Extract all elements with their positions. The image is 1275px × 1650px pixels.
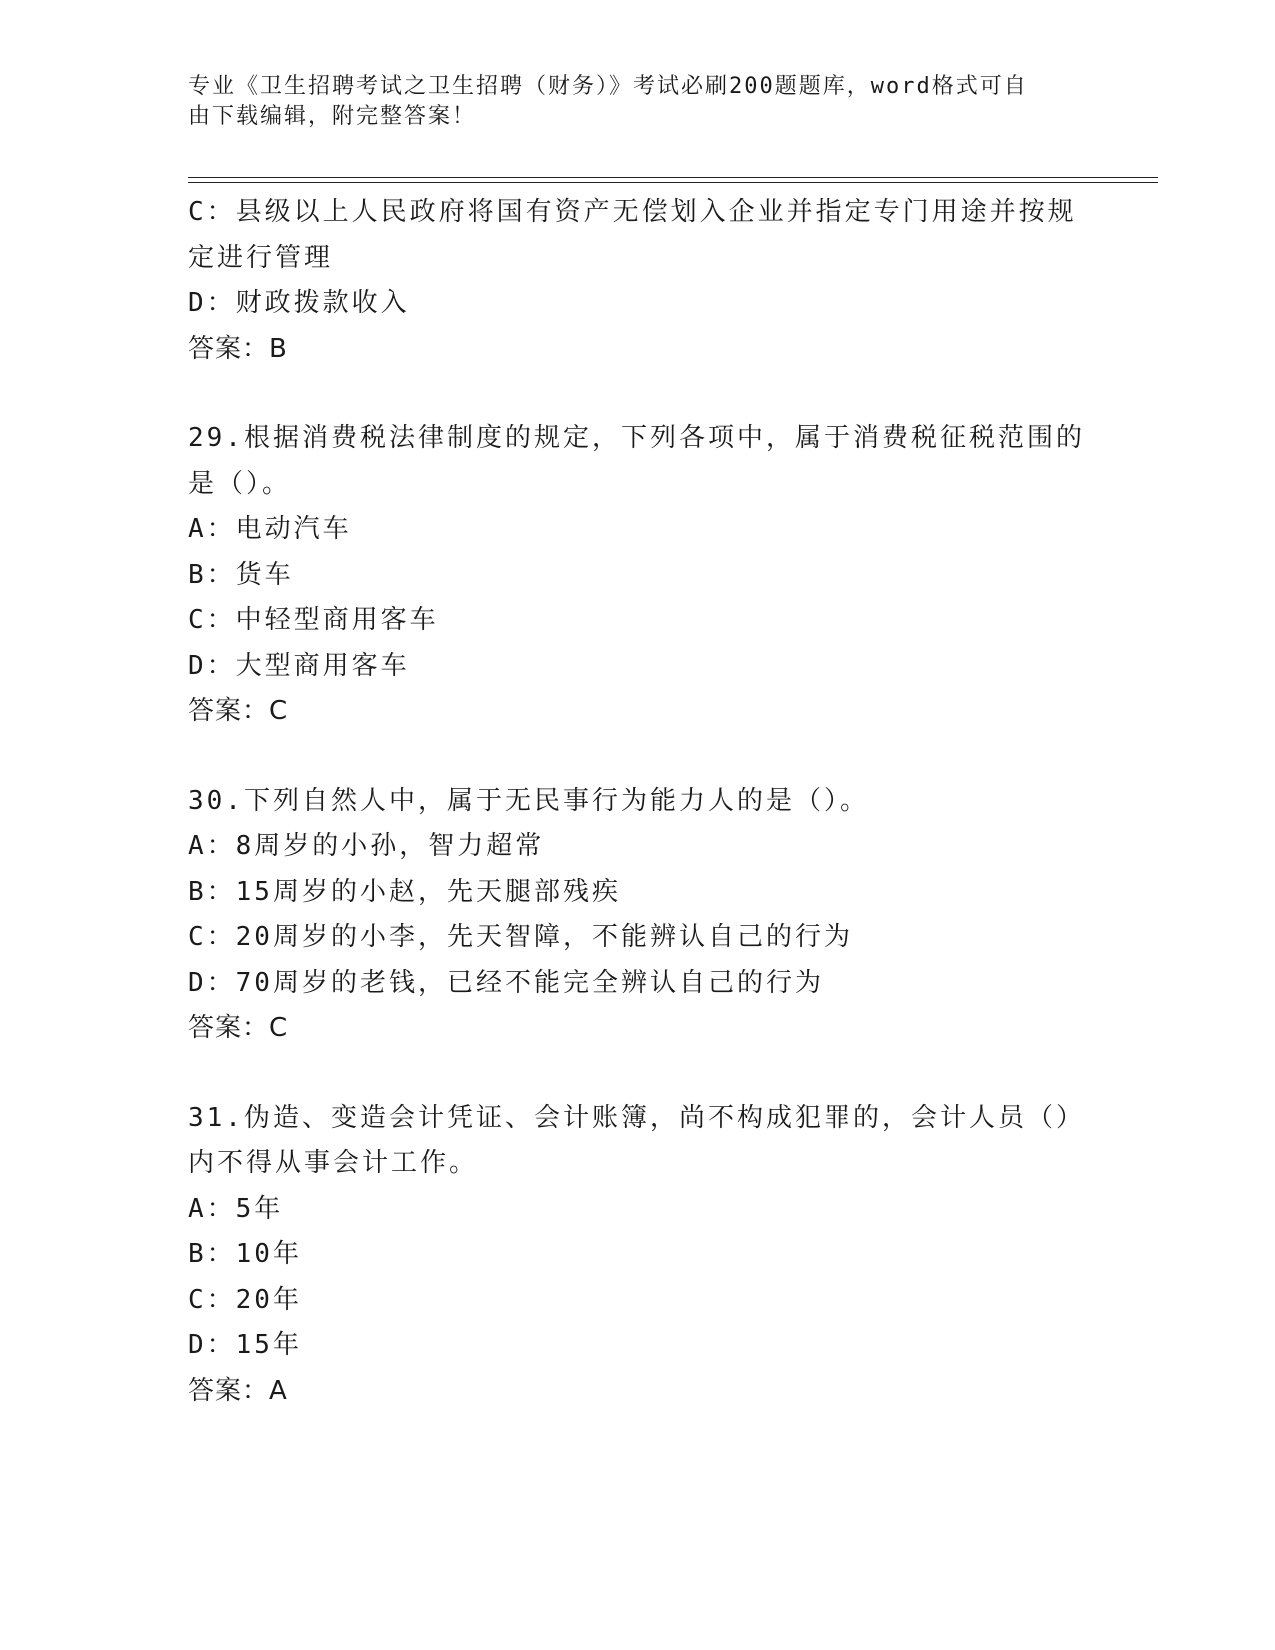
header-divider-bottom bbox=[188, 182, 1158, 183]
option-d: D：财政拨款收入 bbox=[188, 288, 410, 318]
option-a: A：5年 bbox=[188, 1193, 284, 1224]
document-header bbox=[188, 72, 1068, 132]
answer: 答案：C bbox=[188, 696, 289, 726]
option-c: C：中轻型商用客车 bbox=[188, 605, 439, 635]
question-stem-continued: 内不得从事会计工作。 bbox=[188, 1148, 479, 1178]
option-b: B：货车 bbox=[188, 559, 294, 590]
option-b: B：10年 bbox=[188, 1239, 302, 1269]
answer: 答案：B bbox=[188, 333, 288, 364]
option-c-continued: 定进行管理 bbox=[188, 242, 334, 273]
answer: 答案：A bbox=[188, 1375, 288, 1406]
spacer bbox=[188, 1052, 1088, 1096]
option-d: D：大型商用客车 bbox=[188, 650, 410, 681]
question-29 bbox=[188, 416, 1088, 735]
question-28-tail bbox=[188, 190, 1088, 372]
option-a: A：电动汽车 bbox=[188, 514, 352, 544]
option-d: D：70周岁的老钱，已经不能完全辨认自己的行为 bbox=[188, 967, 824, 998]
header-line-2: 由下载编辑，附完整答案！ bbox=[188, 104, 477, 129]
question-stem: 30.下列自然人中，属于无民事行为能力人的是（）。 bbox=[188, 785, 869, 816]
question-list bbox=[188, 190, 1088, 1414]
option-b: B：15周岁的小赵，先天腿部残疾 bbox=[188, 876, 621, 907]
option-d: D：15年 bbox=[188, 1330, 302, 1360]
question-30 bbox=[188, 779, 1088, 1052]
question-stem: 29.根据消费税法律制度的规定，下列各项中，属于消费税征税范围的 bbox=[188, 423, 1085, 453]
option-c: C：县级以上人民政府将国有资产无偿划入企业并指定专门用途并按规 bbox=[188, 197, 1077, 227]
question-31 bbox=[188, 1096, 1088, 1415]
option-a: A：8周岁的小孙，智力超常 bbox=[188, 831, 545, 861]
option-c: C：20年 bbox=[188, 1284, 302, 1315]
spacer bbox=[188, 372, 1088, 416]
question-stem-continued: 是（）。 bbox=[188, 468, 292, 499]
answer: 答案：C bbox=[188, 1013, 289, 1043]
spacer bbox=[188, 735, 1088, 779]
header-line-1: 专业《卫生招聘考试之卫生招聘（财务）》考试必刷200题题库，word格式可自 bbox=[188, 74, 1028, 99]
question-stem: 31.伪造、变造会计凭证、会计账簿，尚不构成犯罪的，会计人员（） bbox=[188, 1102, 1085, 1133]
option-c: C：20周岁的小李，先天智障，不能辨认自己的行为 bbox=[188, 922, 853, 952]
header-divider-top bbox=[188, 177, 1158, 178]
